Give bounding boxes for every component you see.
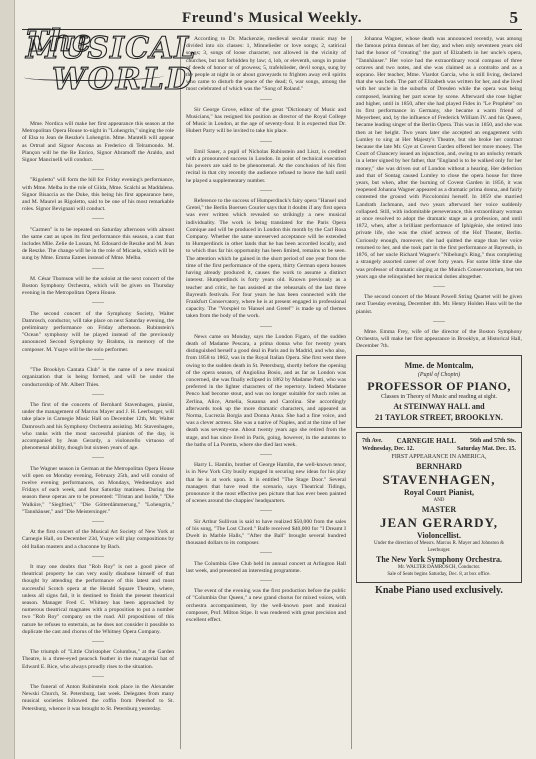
article-paragraph: The Wagner season in German at the Metropolitan Opera House will open on Monday evening, February 25th, and will consist of twelve evening performances, on Mondays, Wednesdays and Fridays of each week, and four Saturday matinees. During the season these operas are to be presented: "Tristan and Isolde," "Die Walküre," "Siegfried," "Die Götterdämmerung," "Lohengrin," "Tannhäuser," and "Die Meistersinger."	[22, 465, 174, 515]
article-paragraph: Mme. Nordica will make her first appearance this season at the Metropolitan Opera House to-night in "Lohengrin," singing the role of Elsa to Jean de Reszke's Lohengrin. Mme. Mantelli will appear as Ortrud and Signor Ancona as Frederico di Telramondo. M. Plançon will be the Re Enrico, Signor Abramoff the Araldo, and Signor Mancinelli will conduct.	[22, 121, 174, 164]
article-separator: ——	[92, 518, 104, 525]
binding-margin	[0, 0, 15, 759]
column-divider	[180, 36, 181, 749]
ad-first-appearance: FIRST APPEARANCE IN AMERICA,	[391, 453, 487, 460]
ad-teacher-name: Mme. de Montcalm,	[404, 360, 474, 370]
ad-conductor: Mr. WALTER DAMROSCH, Conductor.	[397, 565, 481, 571]
article-paragraph: Johanna Wagner, whose death was announced recently, was among the famous prima donnas of her day, and when only seventeen years old had the honor of "creating" the part of Elizabeth in her uncle's opera, "Tannhäuser." Her voice had the extraordinary vocal compass of three octaves and two notes, and she was claimed as a contralto and as a soprano. Her teacher, Mme. Viardot Garcia, who is still living, declared that she was both. The part of Elizabeth was written for her, and she lived with her uncle in the suburbs of Dresden while the opera was being composed, learning her part scene by scene. Afterward she rose higher and higher, until in 1850, after she had played Fides in "Le Prophète" on its first performance in Germany, she became a warm friend of Meyerbeer, and, by the influence of Frederick William IV. and his Queen, became leading singer of the Berlin Opera. This was in 1850, and she was then at her height. Two years later she accepted an engagement with Lumley to sing at Her Majesty's Theatre, but she broke her contract because the late Mr. Gye at Covent Garden offered her more money. The Court of Chancery issued an injunction, and, owing to an unlucky remark in a letter signed by her father, that "England is to be walked only for her money," she was driven out of London without a hearing. Her defection and that of Sontag caused Lumley to close the opera house for three years, but when, after the burning of Covent Garden in 1856, it was reopened Johanna Wagner appeared as a dramatic prima donna, and fairly contested the ground with Piccolomini herself. In 1859 she married Landrath Jachmann, and two years afterward her voice suddenly collapsed. Still, with indomitable perseverance, this extraordinary woman at once resolved to adopt the dramatic stage as a profession, and until 1872, when, after a brilliant performance of Iphigénie, she retired into private life, she was the chief actress of the Hof Theater, Berlin. Curiously enough, moreover, she had quitted the stage than her voice returned to her, and she took part in the first performance at Bayreuth, in 1876, of her uncle Richard Wagner's "Nibelung's Ring," thus completing a strangely assorted career of over forty years. For some little time she was professor of dramatic singing at the Munich Conservatorium, but ten years ago she relinquished her musical duties altogether.	[356, 36, 522, 280]
article-paragraph: Harry L. Hamlin, brother of George Hamlin, the well-known tenor, is in New York City busily engaged in securing new ideas for his play that he is at work upon. It is entitled "The Stage Door." Several managers that have read the scenario, says Theatrical Tidings, pronounce it the most effective pen picture that has ever been painted of scenes around the chappies' headquarters.	[186, 462, 346, 505]
article-paragraph: Reference to the success of Humperdinck's fairy opera "Hansel und Gretel," the Berlin Boersen Courier says that it doubts if any first opera was ever written which revealed so strikingly a new musical individuality. The work is being translated for the Paris Opera Comique and will be produced in London this month by the Carl Rosa Company. Whether the same unreserved acceptance will be extended to Humperdinck in other lands that he has been accorded locally, and to which thus far his opportunity has been limited, remains to be seen. The attention which he gained in the short period of one year from the time of the first performance of the opera, thirty German opera houses having already produced it, causes the work to assume a distinct interest. Humperdinck is forty years old. Known previously as a teacher and critic, he has assisted at the rehearsals of the last three Bayreuth festivals. For four years he has been connected with the Frankfurt Conservatory, where he is at present engaged in professional capacity. The "Vorspiel to 'Hansel and Gretel'" is made up of themes taken from the body of the work.	[186, 198, 346, 320]
ad-artist2-first: MASTER	[421, 505, 457, 515]
article-separator: ——	[92, 455, 104, 462]
article-paragraph: The first of the concerts of Bernhard Stavenhagen, pianist, under the management of Marcus Mayer and J. H. Leerburger, will take place in Carnegie Music Hall on December 12th, Mr. Walter Damrosch and his Symphony Orchestra assisting. Mr. Stavenhagen, who ranks with the most successful pianists of the day, is accompanied by Jean Gerardy, a violoncello virtuoso of phenomenal ability, though but sixteen years of age.	[22, 401, 174, 452]
article-separator: ——	[92, 356, 104, 363]
article-separator: ——	[92, 391, 104, 398]
ad-artist2-last: JEAN GERARDY,	[380, 515, 498, 531]
article-separator: ——	[260, 578, 272, 585]
article-paragraph: M. César Thomson will be the soloist at the next concert of the Boston Symphony Orchestra, which will be given on Thursday evening in the Metropolitan Opera House.	[22, 275, 174, 297]
article-separator: ——	[260, 187, 272, 194]
article-paragraph: It may one doubts that "Rob Roy" is not a good piece of theatrical property he can very easily disabuse himself of that thought by attending the performance of this latest and most successful Scotch opera at the Herald Square Theatre, where, unless all signs fail, it is destined to finish the present theatrical season. Manager Fred C. Whitney has been approached by numerous theatrical magnates with a proposition to put a number two "Rob Roy" company on the road. All propositions of this nature he refuses to entertain, as he does not consider it possible to duplicate the cast and chorus of the Whitney Opera Company.	[22, 563, 174, 635]
ad-hall-name: CARNEGIE HALL	[396, 436, 456, 445]
ad-teacher-classes: Classes in Theory of Music and reading at sight.	[380, 393, 498, 400]
ad-teacher-title: PROFESSOR OF PIANO,	[367, 378, 511, 393]
page-number: 5	[509, 8, 518, 27]
article-paragraph: "Rigoletto" will form the bill for Friday evening's performance, with Mme. Melba in the role of Gilda, Mme. Scalchi as Maddalena. Signor Bisaccia as the Duke, this being his first appearance here, and M. Maurel as Rigoletto, said to be one of his most remarkable roles. Signor Bevignani will conduct.	[22, 177, 174, 213]
column-3	[356, 36, 522, 749]
column-2-body	[186, 36, 346, 624]
ad-venue-row	[362, 437, 516, 445]
article-separator: ——	[260, 451, 272, 458]
ad-artist1-first: BERNHARD	[416, 461, 462, 471]
ad-street-left: 7th Ave.	[362, 437, 383, 444]
column-divider	[351, 36, 352, 749]
knabe-piano-notice: Knabe Piano used exclusively.	[375, 585, 503, 597]
article-paragraph: The event of the evening was the first production before the public of "Columbia Our Queen," a new grand chorus for mixed voices, with orchestra accompaniment, by the well-known poet and musical composer, Prof. Milton Stipe. It was rendered with great precision and excellent effect.	[186, 588, 346, 624]
ad-artist2-role: Violoncellist.	[417, 531, 461, 541]
article-separator: ——	[92, 553, 104, 560]
article-paragraph: The triumph of "Little Christopher Columbus," at the Garden Theatre, is a three-eyed peacock feather in the managerial hat of Edward E. Rice, who always proudly rises to the situation.	[22, 649, 174, 670]
article-paragraph: The second concert of the Mount Powell String Quartet will be given next Tuesday evening, December 4th. Mr. Henry Holden Huss will be the pianist.	[356, 294, 522, 315]
article-separator: ——	[92, 216, 104, 223]
ad-teacher-address-2: 21 TAYLOR STREET, BROOKLYN.	[375, 412, 503, 422]
article-paragraph: Emil Sauer, a pupil of Nicholas Rubinstein and Liszt, is credited with a pronounced success in London. In point of technical execution his powers are said to be phenomenal. At the conclusion of his first recital in that city recently the audience refused to leave the hall until he played a supplementary number.	[186, 148, 346, 184]
logo-line1: The MUSICAL	[26, 24, 197, 67]
column-1-body	[22, 121, 174, 713]
ad-teacher-address-1: At STEINWAY HALL and	[393, 401, 485, 411]
ad-teacher-pupil: (Pupil of Chopin)	[417, 371, 461, 378]
article-paragraph: "Carmen" is to be repeated on Saturday afternoon with almost the same cast as upon its first performance this season, a cast that includes Mlle. Zelie de Lussan, M. Edouard de Reszke and M. Jean de Reszke. The change will be in the role of Micaela, which will be sung by Mme. Emma Eames instead of Mme. Melba.	[22, 226, 174, 262]
article-paragraph: News came on Monday, says the London Figaro, of the sudden death of Madame Pescara, a prima donna who for twenty years distinguished herself a good deal in Paris and in Madrid, and who also, from 1858 to 1862, was in the Royal Italian Opera. She first went there owing to the sudden death in St. Petersburg, shortly before the opening of the opera season, of Angiolina Bosio, and as far as London was concerned, she was finally eclipsed in 1862 by Madame Patti, who was preferred in the lighter characters of the repertory. Indeed Madame Penco had become stout, and was no longer suitable for such roles as Zerlina, Alice, Amelia, Susanna and Carolina. She accordingly afterwards took up the more dramatic characters, and appeared as Norma, Lucrezia Borgia and Donna Anna. She had a fine voice, and was a clever actress. She was a native of Naples, and at the time of her death was seventy-one. About twenty years ago she retired from the stage, and has since lived in Paris, going, however, in the autumns to the baths of La Poretta, where she died last week.	[186, 333, 346, 448]
ad-and: AND	[433, 497, 445, 503]
ad-seat-sale: Sale of Seats begins Saturday, Dec. 8, at box office.	[387, 571, 491, 577]
article-separator: ——	[260, 508, 272, 515]
ad-management: Under the direction of Messrs. Marcus R. Mayer and Johnston & Leerburger.	[374, 541, 504, 553]
column-1	[22, 24, 197, 749]
musical-world-logo	[22, 24, 197, 118]
article-separator: ——	[92, 265, 104, 272]
ad-date-right: Saturday Mat. Dec. 15.	[457, 445, 516, 452]
article-separator: ——	[260, 323, 272, 330]
ad-date-left: Wednesday, Dec. 12.	[362, 445, 415, 452]
article-paragraph: The funeral of Anton Rubinstein took place in the Alexander Newski Church, St. Petersburg, last week. Delegates from many musical societies followed the coffin from Peterhof to St. Petersburg, whence it was brought to St. Petersburg yesterday.	[22, 684, 174, 712]
publication-title: Freund's Musical Weekly.	[181, 10, 363, 26]
ad-dates-row	[362, 445, 516, 453]
article-paragraph: The second concert of the Symphony Society, Walter Damrosch, conductor, will take place on next Saturday evening, the preliminary performance on Friday afternoon. Rubinstein's "Ocean" symphony will be played instead of the previously announced Second Symphony by Brahms, in memory of the composer. M. Ysaye will be the solo performer.	[22, 310, 174, 353]
ad-street-right: 56th and 57th Sts.	[469, 437, 516, 444]
article-paragraph: Sir Arthur Sullivan is said to have realized $50,000 from the sales of his song, "The Lost Chord." Balfe received $40,000 for "I Dreamt I Dwelt in Marble Halls," "After the Ball" brought several hundred thousand dollars to its composer.	[186, 518, 346, 547]
article-paragraph: According to Dr. Mackenzie, medieval secular music may be divided into six classes: 1, Minnelieder or love songs; 2, satirical songs; 3, songs of loose character, not allowed in the vicinity of churches, but not forbidden by law; 4, lob, or eleventh, songs in praise of deeds of honor or of prowess; 5, trafelslieder, devil songs, sung by the people at night in or about graveyards to frighten away evil spirits who came to disturb the peace of the dead; 6, war songs, among the most celebrated of which was the "Song of Roland."	[186, 36, 346, 93]
article-separator: ——	[260, 550, 272, 557]
article-separator: ——	[92, 639, 104, 645]
article-separator: ——	[92, 167, 104, 174]
article-separator: ——	[433, 318, 445, 325]
logo-line2: WORLD	[52, 62, 194, 97]
montcalm-advertisement	[356, 355, 522, 428]
carnegie-hall-advertisement	[356, 432, 522, 584]
article-paragraph: The Columbia Glee Club held its annual concert at Arlington Hall last week, and presented an interesting programme.	[186, 560, 346, 574]
article-separator: ——	[260, 96, 272, 103]
article-paragraph: At the first concert of the Musical Art Society of New York at Carnegie Hall, on December 23d, Ysaye will play compositions by old Italian masters and a chaconne by Bach.	[22, 529, 174, 550]
article-separator: ——	[433, 283, 445, 290]
article-separator: ——	[92, 300, 104, 307]
ad-artist1-role: Royal Court Pianist,	[404, 487, 474, 497]
article-separator: ——	[260, 138, 272, 145]
header-rule	[22, 29, 522, 30]
article-separator: ——	[92, 673, 104, 680]
article-paragraph: Sir George Grove, editor of the great "Dictionary of Music and Musicians," has resigned his position as director of the Royal College of Music in London, at the age of seventy-four. It is expected that Dr. Hubert Parry will be invited to take his place.	[186, 106, 346, 135]
article-paragraph: Mme. Emma Frey, wife of the director of the Boston Symphony Orchestra, will make her first appearance in Brooklyn, at Historical Hall, December 7th.	[356, 328, 522, 350]
column-2	[186, 36, 346, 749]
article-paragraph: "The Brooklyn Cantata Club" is the name of a new musical organization that is being formed, and will be under the conductorship of Mr. Albert Thies.	[22, 367, 174, 388]
column-3-body	[356, 36, 522, 351]
ad-orchestra: The New York Symphony Orchestra.	[375, 555, 502, 565]
ad-artist1-last: STAVENHAGEN,	[382, 471, 496, 487]
